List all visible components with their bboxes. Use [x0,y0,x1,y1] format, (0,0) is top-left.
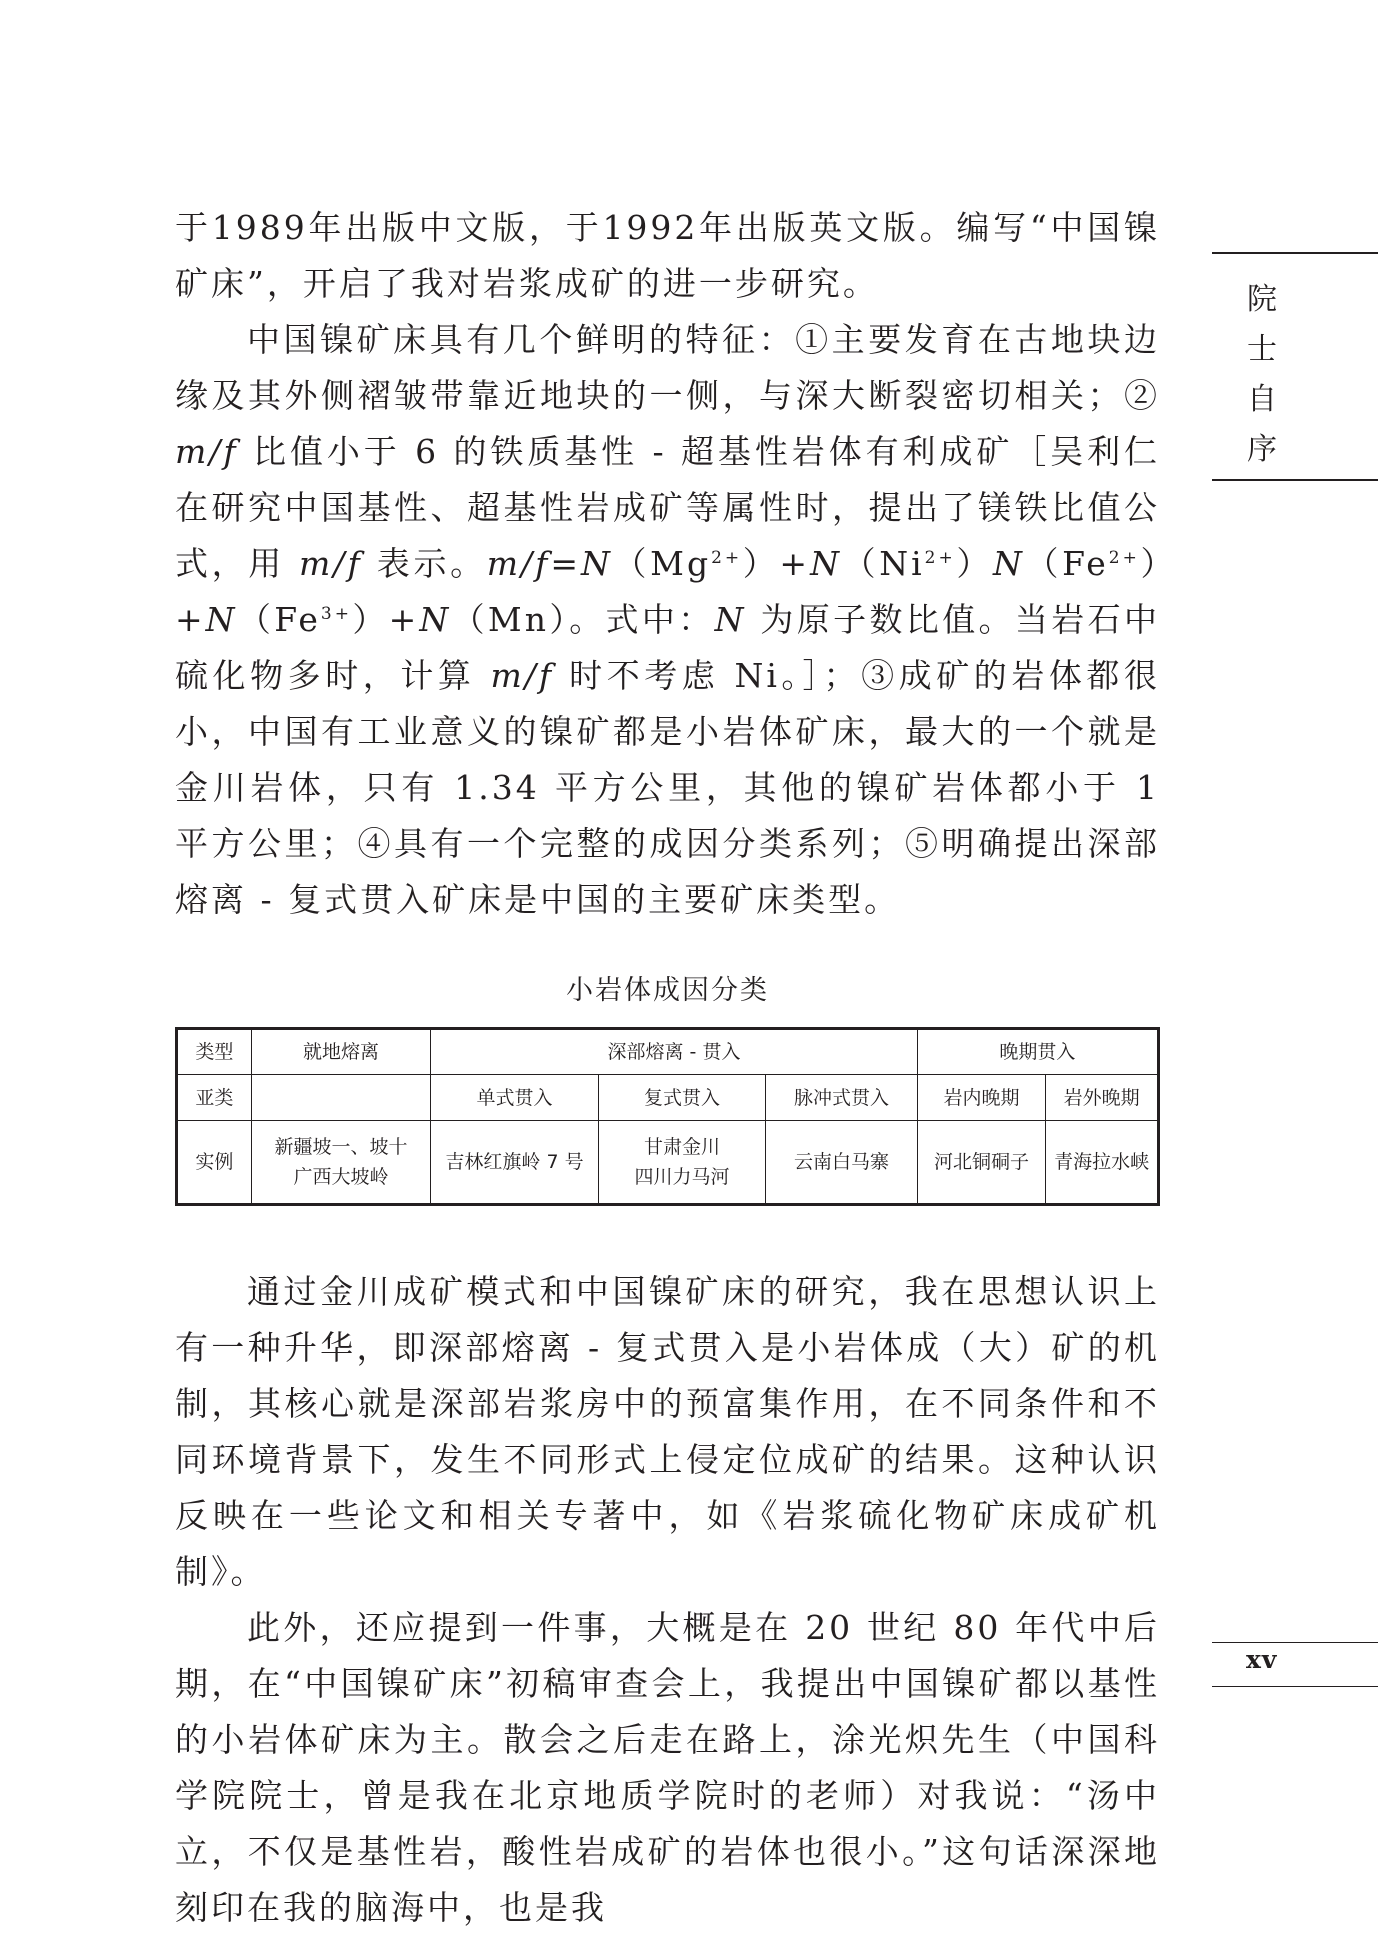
row-label-example: 实例 [177,1121,252,1205]
table-row-subtype [177,1075,1159,1121]
side-tab-char-1: 院 [1247,282,1277,317]
subtype-in-situ [251,1075,430,1121]
classification-table [175,1027,1160,1206]
subtype-single: 单式贯入 [431,1075,598,1121]
type-deep: 深部熔离 - 贯入 [431,1029,917,1075]
table-row-type [177,1029,1159,1075]
chapter-side-tab [1212,252,1378,481]
example-in-situ [251,1121,430,1205]
paragraph-4: 此外，还应提到一件事，大概是在 20 世纪 80 年代中后期，在“中国镍矿床”初稿审查会上，我提出中国镍矿都以基性的小岩体矿床为主。散会之后走在路上，涂光炽先生（中国科学院院士，曾是我在北京地质学院时的老师）对我说：“汤中立，不仅是基性岩，酸性岩成矿的岩体也很小。”这句话深深地刻印在我的脑海中，也是我 [175,1608,1160,1927]
type-late: 晚期贯入 [917,1029,1158,1075]
example-single: 吉林红旗岭 7 号 [431,1121,598,1205]
paragraph-1: 于1989年出版中文版，于1992年出版英文版。编写“中国镍矿床”，开启了我对岩浆成矿的进一步研究。 [175,208,1160,303]
example-pulse: 云南白马寨 [766,1121,918,1205]
side-tab-char-3: 自 [1247,382,1277,417]
side-tab-char-2: 士 [1247,332,1277,367]
example-in-situ-line-2: 广西大坡岭 [293,1166,389,1188]
table-caption: 小岩体成因分类 [566,975,769,1006]
subtype-late-outer: 岩外晚期 [1046,1075,1159,1121]
example-compound-line-1: 甘肃金川 [643,1136,720,1158]
subtype-pulse: 脉冲式贯入 [766,1075,918,1121]
side-tab-char-4: 序 [1247,432,1277,467]
page-number-box [1212,1642,1378,1687]
example-late-outer: 青海拉水峡 [1046,1121,1159,1205]
page-number: xv [1246,1645,1278,1674]
row-label-type: 类型 [177,1029,252,1075]
table-row-example [177,1121,1159,1205]
subtype-compound: 复式贯入 [598,1075,765,1121]
main-text [175,200,1160,1936]
paragraph-3: 通过金川成矿模式和中国镍矿床的研究，我在思想认识上有一种升华，即深部熔离 - 复式贯入是小岩体成（大）矿的机制，其核心就是深部岩浆房中的预富集作用，在不同条件和不同环境背景下，发生不同形式上侵定位成矿的结果。这种认识反映在一些论文和相关专著中，如《岩浆硫化物矿床成矿机制》。 [175,1272,1160,1591]
example-in-situ-line-1: 新疆坡一、坡十 [274,1136,408,1158]
type-in-situ: 就地熔离 [251,1029,430,1075]
paragraph-2: 中国镍矿床具有几个鲜明的特征：①主要发育在古地块边缘及其外侧褶皱带靠近地块的一侧，与深大断裂密切相关；② m/f 比值小于 6 的铁质基性 - 超基性岩体有利成矿［吴利仁在研究中国基性、超基性岩成矿等属性时，提出了镁铁比值公式，用 m/f 表示。$m/f=N(Mg^{2+})+N(Ni^{2+})N(Fe^{2+})+N(Fe^{3+})+N(Mn)$。式中：N 为原子数比值。当岩石中硫化物多时，计算 m/f 时不考虑 Ni。］；③成矿的岩体都很小，中国有工业意义的镍矿都是小岩体矿床，最大的一个就是金川岩体，只有 1.34 平方公里，其他的镍矿岩体都小于 1 平方公里；④具有一个完整的成因分类系列；⑤明确提出深部熔离 - 复式贯入矿床是中国的主要矿床类型。 [175,320,1161,919]
row-label-subtype: 亚类 [177,1075,252,1121]
example-late-inner: 河北铜硐子 [917,1121,1046,1205]
example-compound-line-2: 四川力马河 [634,1166,730,1188]
subtype-late-inner: 岩内晚期 [917,1075,1046,1121]
example-compound [598,1121,765,1205]
